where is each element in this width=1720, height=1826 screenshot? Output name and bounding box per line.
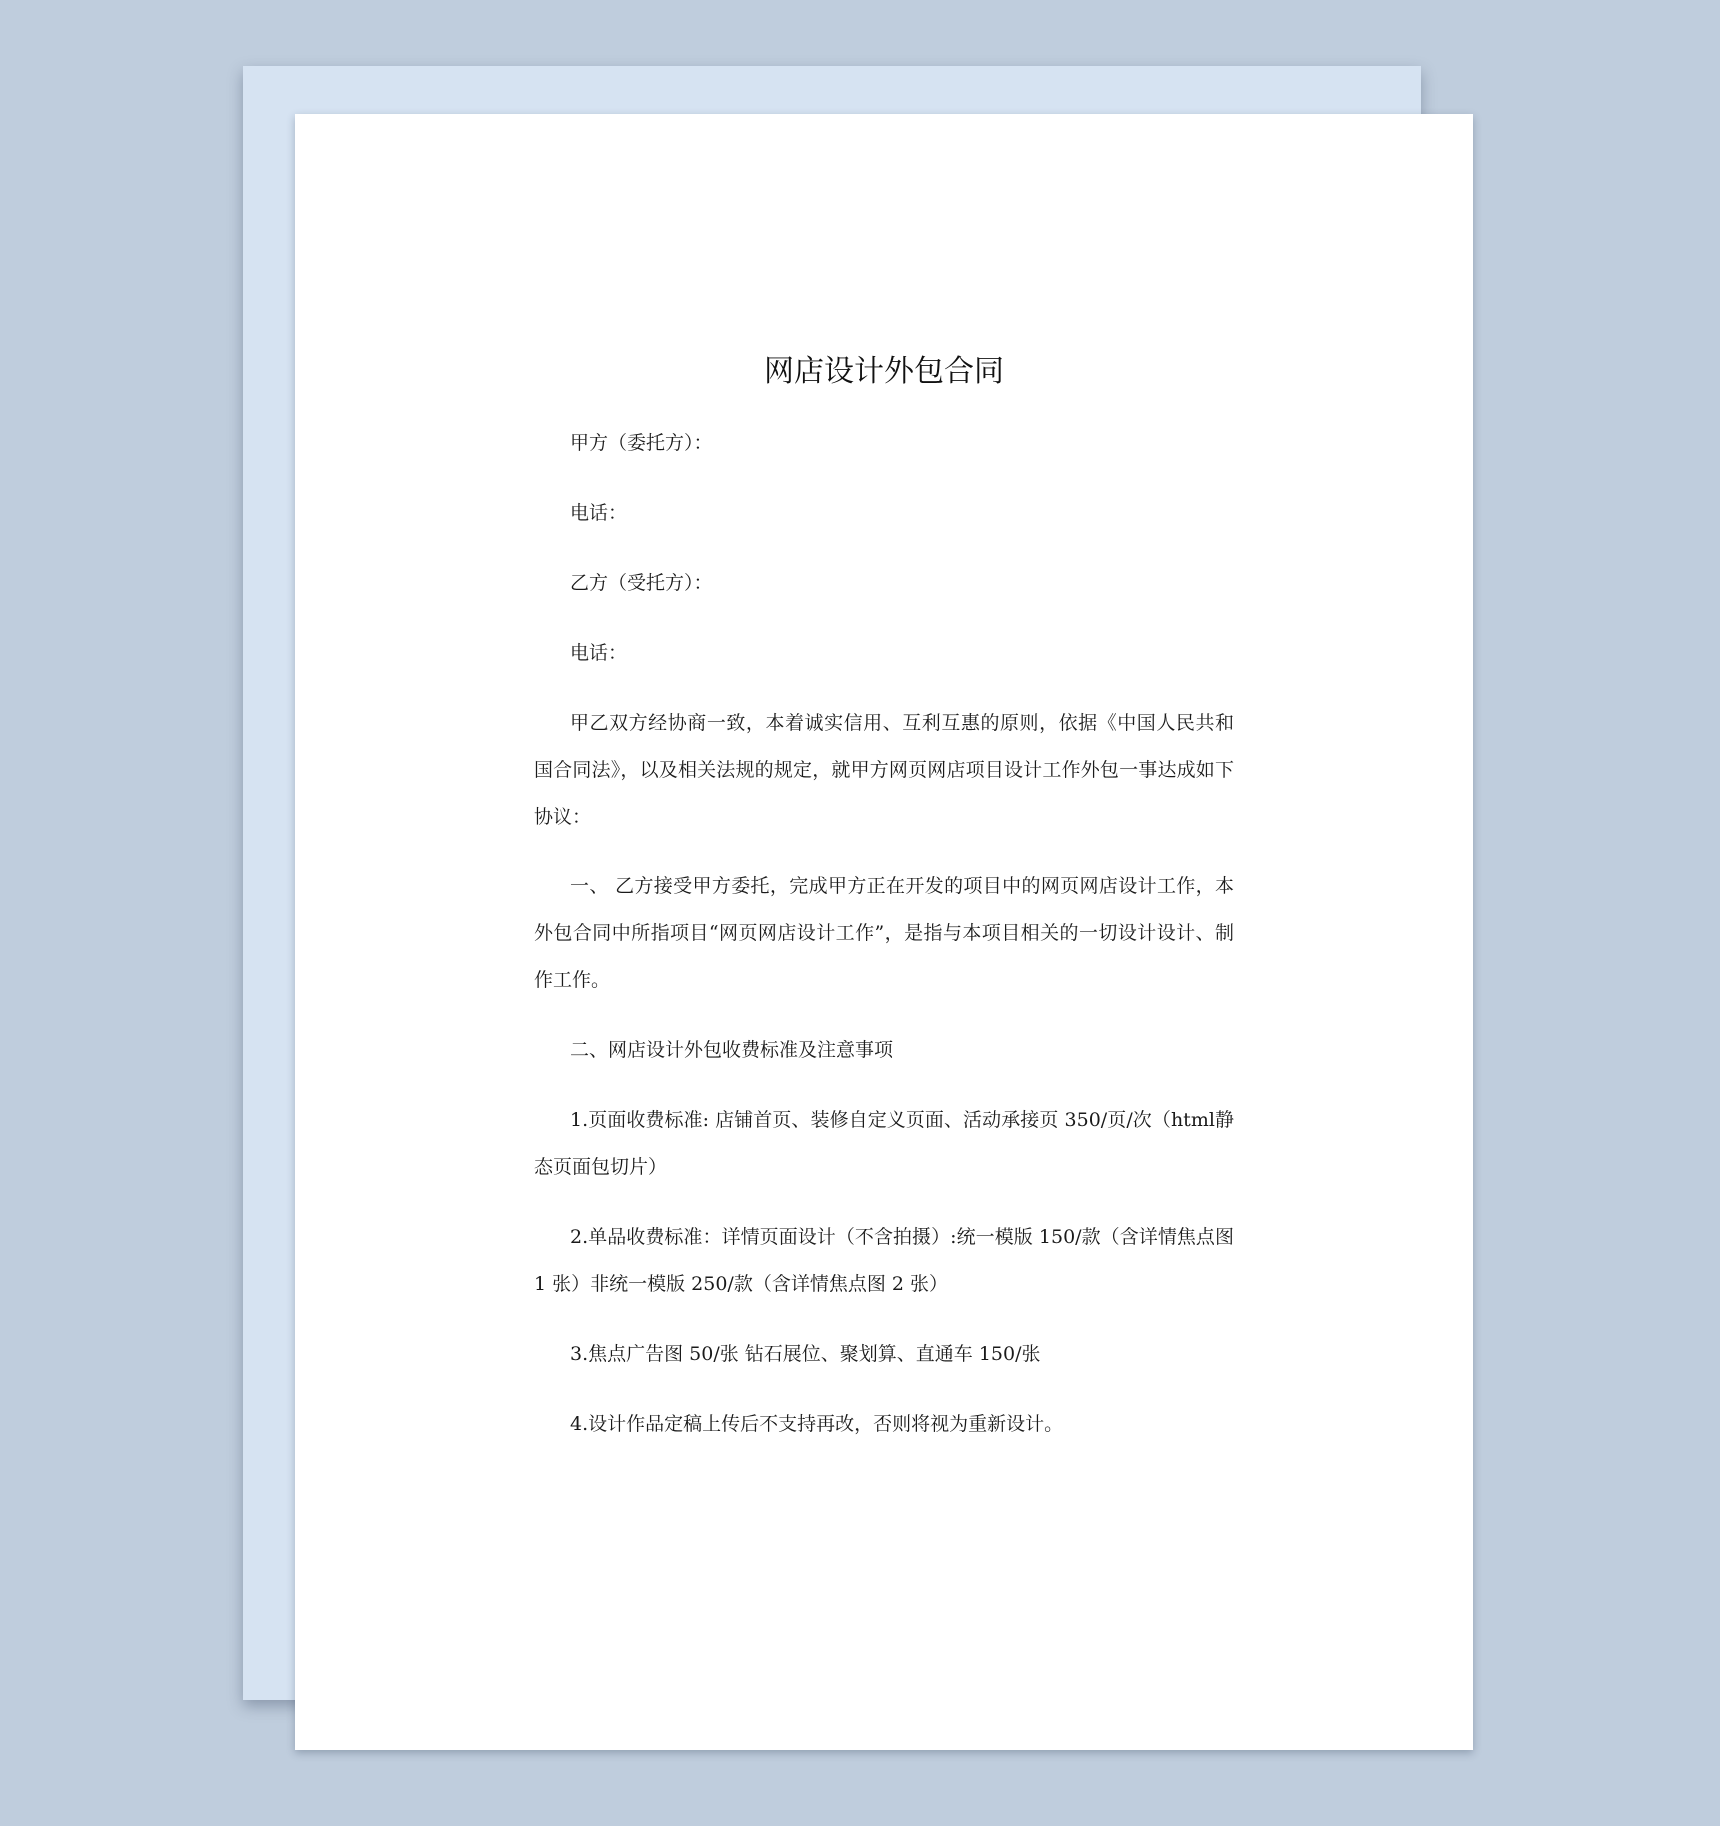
clause-1-paragraph: 一、 乙方接受甲方委托，完成甲方正在开发的项目中的网页网店设计工作，本外包合同中所指项目“网页网店设计工作”，是指与本项目相关的一切设计设计、制作工作。 <box>534 875 1234 991</box>
party-b-phone-label: 电话： <box>570 642 628 664</box>
clause-2-heading: 二、网店设计外包收费标准及注意事项 <box>570 1039 894 1061</box>
document-title: 网店设计外包合同 <box>764 354 1004 389</box>
party-b-label: 乙方（受托方）： <box>570 572 713 594</box>
fee-item-4: 4.设计作品定稿上传后不支持再改，否则将视为重新设计。 <box>570 1413 1064 1435</box>
fee-item-2: 2.单品收费标准：详情页面设计（不含拍摄）:统一模版 150/款（含详情焦点图 1 张）非统一模版 250/款（含详情焦点图 2 张） <box>534 1226 1234 1295</box>
fee-item-3: 3.焦点广告图 50/张 钻石展位、聚划算、直通车 150/张 <box>570 1343 1041 1365</box>
intro-paragraph: 甲乙双方经协商一致，本着诚实信用、互利互惠的原则，依据《中国人民共和国合同法》，以及相关法规的规定，就甲方网页网店项目设计工作外包一事达成如下协议： <box>534 712 1234 828</box>
party-a-phone-label: 电话： <box>570 502 628 524</box>
document-page <box>295 114 1473 1750</box>
fee-item-1: 1.页面收费标准: 店铺首页、装修自定义页面、活动承接页 350/页/次（html静态页面包切片） <box>534 1109 1234 1178</box>
party-a-label: 甲方（委托方）： <box>570 432 713 454</box>
